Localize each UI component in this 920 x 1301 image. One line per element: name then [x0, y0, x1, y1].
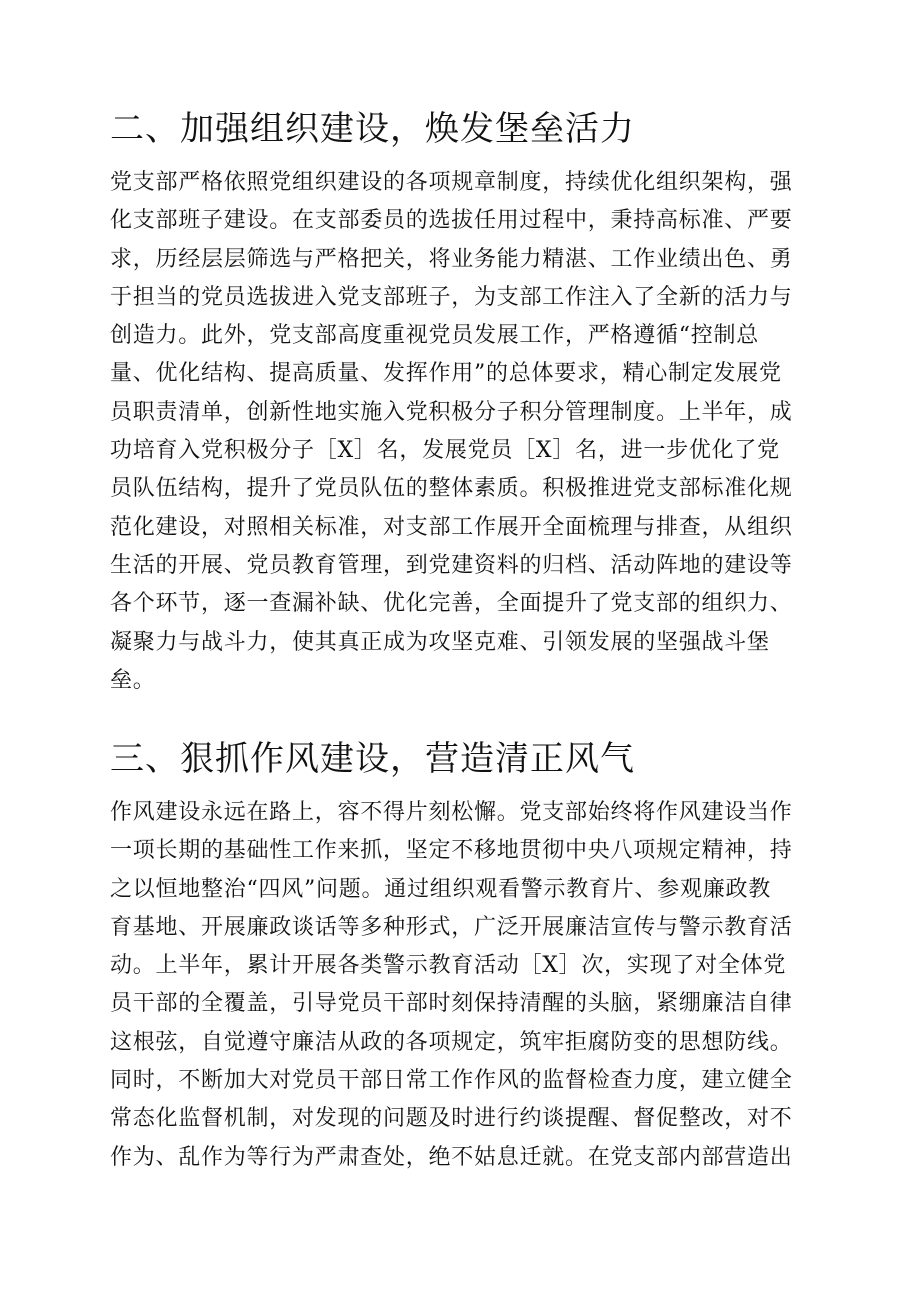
text-line: 范化建设，对照相关标准，对支部工作展开全面梳理与排查，从组织: [110, 514, 793, 540]
text-line: 求，历经层层筛选与严格把关，将业务能力精湛、工作业绩出色、勇: [110, 246, 793, 272]
text-line: 凝聚力与战斗力，使其真正成为攻坚克难、引领发展的坚强战斗堡: [110, 629, 770, 655]
text-line: 作风建设永远在路上，容不得片刻松懈。党支部始终将作风建设当作: [110, 800, 793, 825]
text-line: 员干部的全覆盖，引导党员干部时刻保持清醒的头脑，紧绷廉洁自律: [110, 991, 793, 1017]
text-line: 创造力。此外，党支部高度重视党员发展工作，严格遵循“控制总: [110, 323, 759, 349]
text-line: 员队伍结构，提升了党员队伍的整体素质。积极推进党支部标准化规: [110, 476, 793, 502]
text-line: 于担当的党员选拔进入党支部班子，为支部工作注入了全新的活力与: [110, 284, 793, 310]
text-line: 作为、乱作为等行为严肃查处，绝不姑息迁就。在党支部内部营造出: [110, 1144, 793, 1170]
text-line: 各个环节，逐一查漏补缺、优化完善，全面提升了党支部的组织力、: [110, 591, 793, 617]
text-line: 垒。: [110, 667, 156, 693]
text-line: 生活的开展、党员教育管理，到党建资料的归档、活动阵地的建设等: [110, 552, 793, 578]
text-line: 动。上半年，累计开展各类警示教育活动［X］次，实现了对全体党: [110, 953, 787, 979]
text-line: 功培育入党积极分子［X］名，发展党员［X］名，进一步优化了党: [110, 438, 780, 464]
section-body: [110, 154, 810, 700]
text-line: 同时，不断加大对党员干部日常工作作风的监督检查力度，建立健全: [110, 1068, 793, 1094]
text-line: 量、优化结构、提高质量、发挥作用”的总体要求，精心制定发展党: [110, 361, 782, 387]
text-line: 之以恒地整治“四风”问题。通过组织观看警示教育片、参观廉政教: [110, 876, 771, 902]
section-heading: 二、加强组织建设，焕发堡垒活力: [110, 109, 635, 149]
text-line: 员职责清单，创新性地实施入党积极分子积分管理制度。上半年，成: [110, 399, 793, 425]
text-line: 常态化监督机制，对发现的问题及时进行约谈提醒、督促整改，对不: [110, 1106, 793, 1132]
section-heading: 三、狠抓作风建设，营造清正风气: [110, 739, 635, 779]
text-line: 这根弦，自觉遵守廉洁从政的各项规定，筑牢拒腐防变的思想防线。: [110, 1029, 793, 1055]
section-organization: [110, 104, 810, 700]
text-line: 党支部严格依照党组织建设的各项规章制度，持续优化组织架构，强: [110, 170, 793, 195]
text-line: 一项长期的基础性工作来抓，坚定不移地贯彻中央八项规定精神，持: [110, 838, 793, 864]
text-line: 育基地、开展廉政谈话等多种形式，广泛开展廉洁宣传与警示教育活: [110, 914, 793, 940]
section-conduct: [110, 734, 810, 1177]
section-body: [110, 784, 810, 1177]
text-line: 化支部班子建设。在支部委员的选拔任用过程中，秉持高标准、严要: [110, 208, 793, 234]
